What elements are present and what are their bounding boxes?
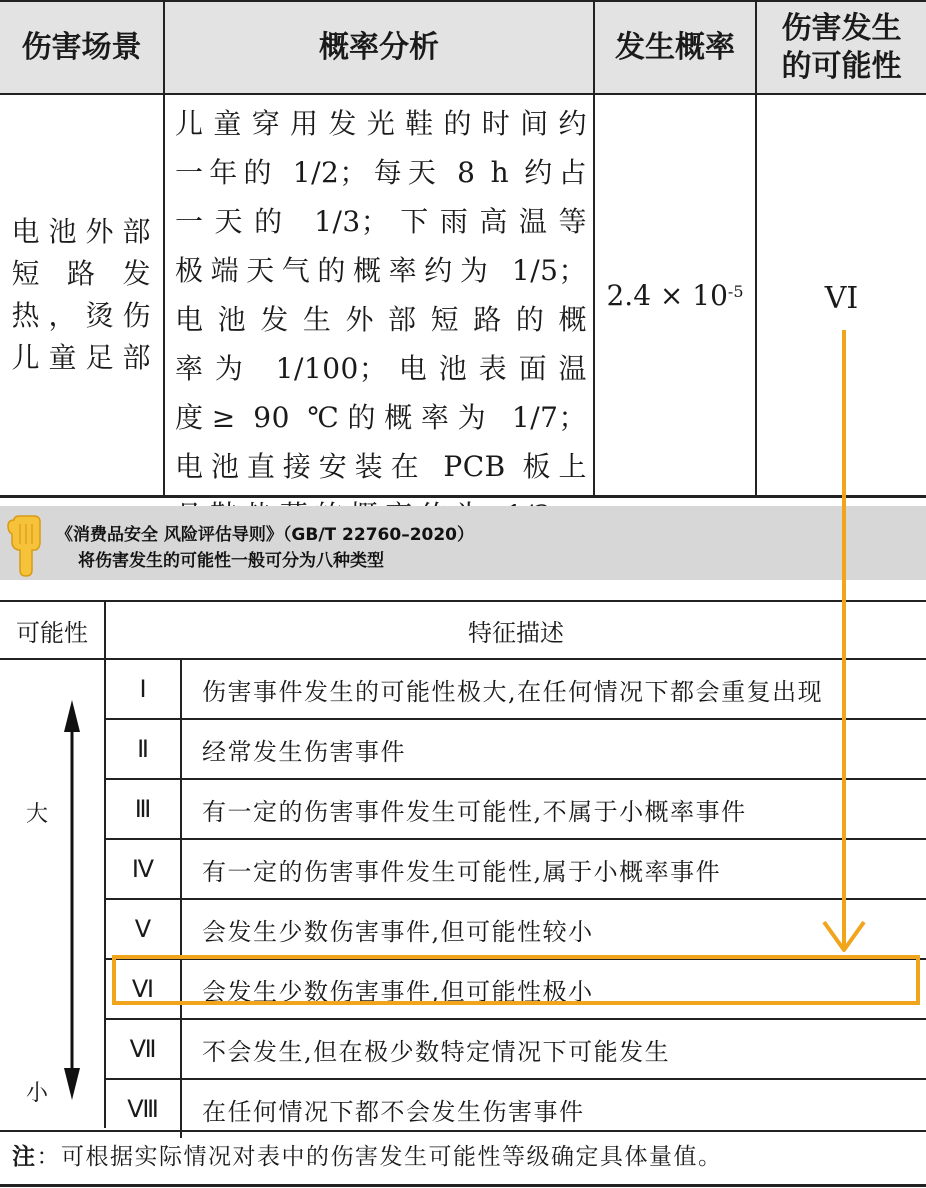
- header-possibility-line1: 伤害发生: [781, 10, 902, 46]
- level-description: 有一定的伤害事件发生可能性,不属于小概率事件: [202, 797, 747, 826]
- header-possibility: [0, 602, 106, 658]
- analysis-line: 度≥ 90 ℃的概率为 1/7；: [175, 401, 587, 434]
- header-scene-text: 伤害场景: [21, 29, 142, 65]
- cell-analysis: [163, 95, 593, 495]
- level-description: 有一定的伤害事件发生可能性,属于小概率事件: [202, 857, 722, 886]
- probability-exponent: -5: [727, 281, 744, 301]
- banner-line1: 《消费品安全 风险评估导则》（GB/T 22760–2020）: [56, 525, 475, 545]
- header-possibility: [755, 2, 926, 93]
- level-number: Ⅶ: [106, 1020, 182, 1078]
- header-description: [106, 602, 926, 658]
- risk-analysis-table: [0, 0, 926, 498]
- analysis-line: 一年的 1/2；每天 8 h 约占: [175, 156, 587, 189]
- table-row: [106, 840, 926, 900]
- analysis-line: 率为 1/100；电池表面温: [175, 352, 587, 385]
- scene-line: 短 路 发: [11, 257, 152, 290]
- table-body-row: [0, 95, 926, 498]
- analysis-line: 一天的 1/3；下雨高温等: [175, 205, 587, 238]
- cell-possibility-level: [755, 95, 926, 495]
- level-description: 会发生少数伤害事件,但可能性极小: [202, 977, 594, 1006]
- level-number: Ⅴ: [106, 900, 182, 958]
- analysis-line: 极端天气的概率约为 1/5；: [175, 254, 587, 287]
- note-rule: [0, 1130, 926, 1132]
- level-number: Ⅵ: [106, 960, 182, 1018]
- level-description: 会发生少数伤害事件,但可能性较小: [202, 917, 594, 946]
- table-row: [106, 900, 926, 960]
- header-analysis: [163, 2, 593, 93]
- cell-scene: [0, 95, 163, 495]
- header-probability-text: 发生概率: [615, 29, 735, 65]
- scene-text: [12, 211, 152, 379]
- scene-line: 热，烫伤: [11, 299, 152, 332]
- table-header-row: [0, 0, 926, 95]
- possibility-classification-table: [0, 600, 926, 1188]
- header-description-text: 特征描述: [468, 618, 564, 647]
- table-note: [12, 1138, 723, 1171]
- table2-header-row: [0, 602, 926, 660]
- pointing-down-hand-icon: [6, 514, 46, 578]
- table-row: [106, 720, 926, 780]
- level-number: Ⅷ: [106, 1080, 182, 1138]
- level-number: Ⅱ: [106, 720, 182, 778]
- possibility-level: VI: [824, 281, 859, 316]
- table-bottom-rule: [0, 1184, 926, 1187]
- possibility-scale-column: [0, 660, 106, 1128]
- table-row-highlighted: [106, 960, 926, 1020]
- level-number: Ⅳ: [106, 840, 182, 898]
- note-text: ：可根据实际情况对表中的伤害发生可能性等级确定具体量值。: [36, 1144, 723, 1170]
- level-description: 不会发生,但在极少数特定情况下可能发生: [202, 1037, 671, 1066]
- header-probability: [593, 2, 755, 93]
- banner-line2: 将伤害发生的可能性一般可分为八种类型: [78, 551, 384, 571]
- standard-reference-banner: [0, 506, 926, 580]
- table-row: [106, 1020, 926, 1080]
- level-number: Ⅰ: [106, 660, 182, 718]
- header-analysis-text: 概率分析: [319, 29, 439, 65]
- table-row: [106, 780, 926, 840]
- level-number: Ⅲ: [106, 780, 182, 838]
- label-low: 小: [26, 1081, 49, 1106]
- label-high: 大: [26, 802, 49, 827]
- analysis-line: 儿童穿用发光鞋的时间约: [175, 107, 587, 140]
- level-description: 经常发生伤害事件: [202, 737, 406, 766]
- header-possibility-text: 可能性: [16, 618, 88, 647]
- probability-base: 2.4 × 10: [606, 278, 728, 312]
- analysis-line: 电池直接安装在 PCB 板上: [175, 450, 587, 483]
- header-scene: [0, 2, 163, 93]
- note-label: 注: [12, 1144, 37, 1170]
- scale-double-arrow-icon: [60, 700, 84, 1100]
- table-row: [106, 660, 926, 720]
- level-description: 在任何情况下都不会发生伤害事件: [202, 1097, 585, 1126]
- analysis-line: 电池发生外部短路的概: [175, 303, 587, 336]
- header-possibility-line2: 的可能性: [781, 48, 902, 84]
- cell-probability: [593, 95, 755, 495]
- level-description: 伤害事件发生的可能性极大,在任何情况下都会重复出现: [202, 677, 824, 706]
- scene-line: 儿童足部: [11, 341, 152, 374]
- scene-line: 电池外部: [11, 215, 152, 248]
